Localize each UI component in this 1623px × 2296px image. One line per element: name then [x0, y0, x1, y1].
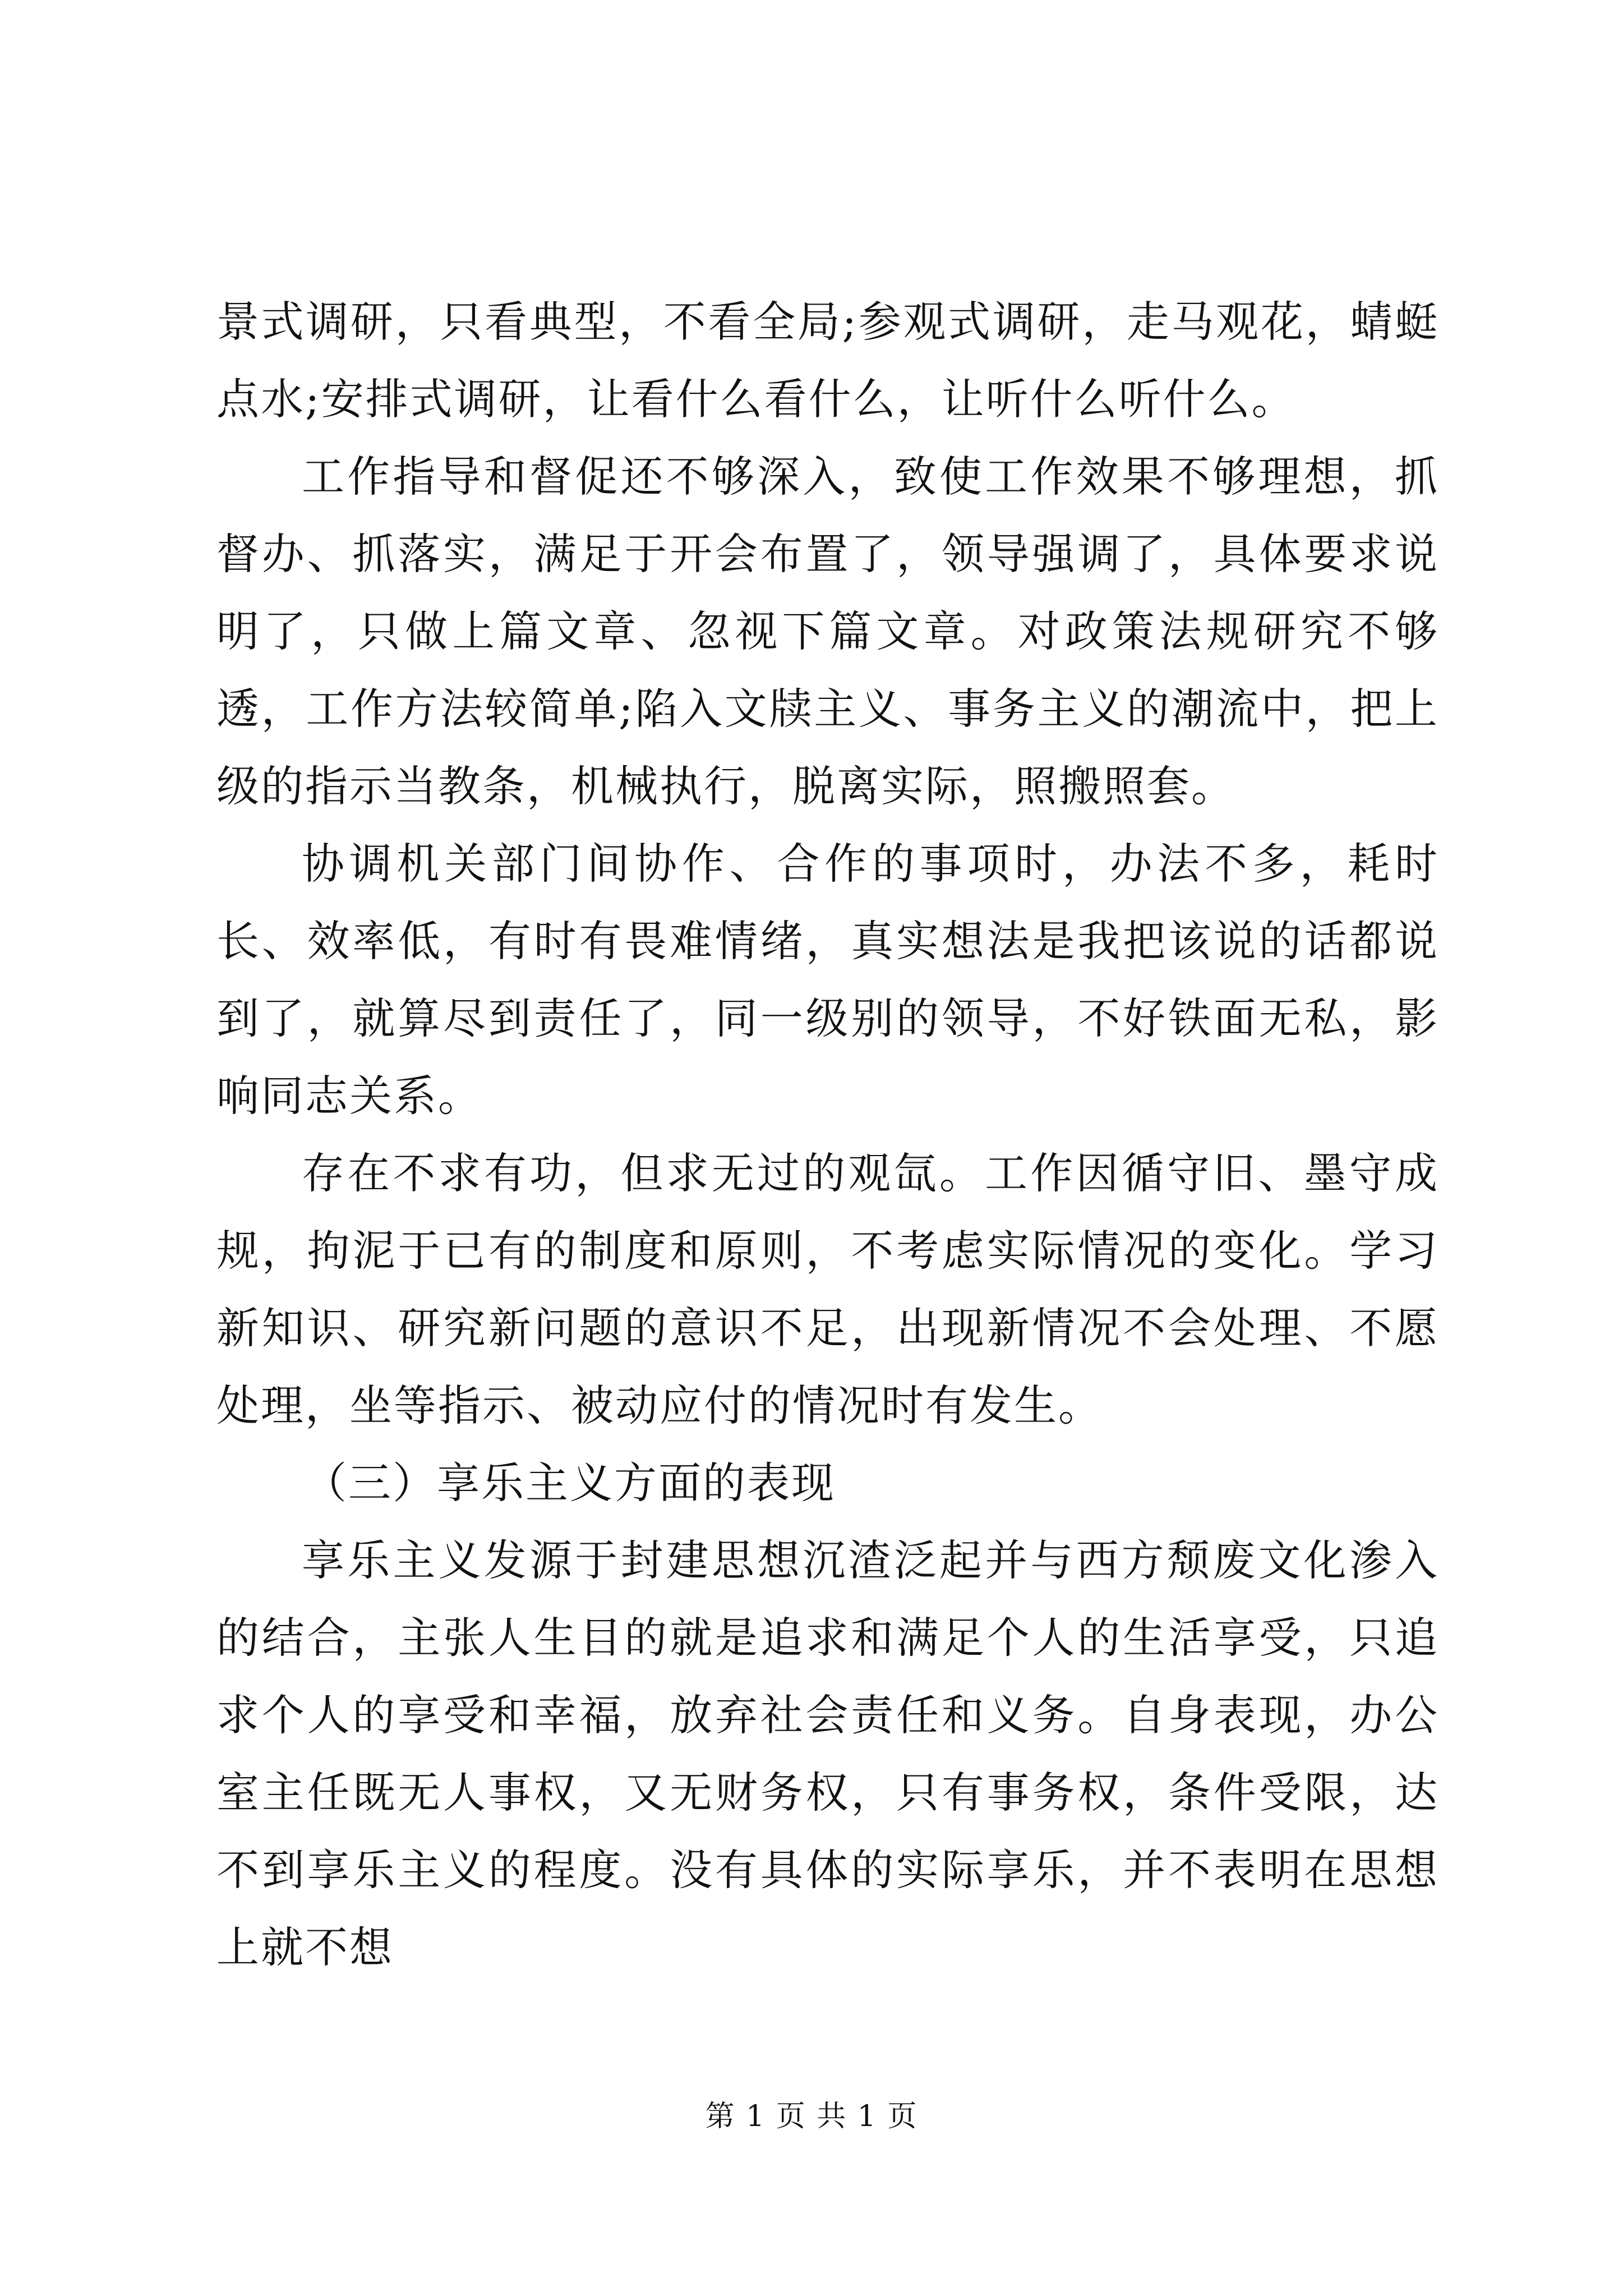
paragraph-hedonism: 享乐主义发源于封建思想沉渣泛起并与西方颓废文化渗入的结合，主张人生目的就是追求和满足个人的生活享受，只追求个人的享受和幸福，放弃社会责任和义务。自身表现，办公室主任既无人事权，又无财务权，只有事务权，条件受限，达不到享乐主义的程度。没有具体的实际享乐，并不表明在思想上就不想 — [216, 1535, 1439, 1972]
paragraph-attitude: 存在不求有功，但求无过的观氙。工作因循守旧、墨守成规，拘泥于已有的制度和原则，不考虑实际情况的变化。学习新知识、研究新问题的意识不足，出现新情况不会处理、不愿处理，坐等指示、被动应付的情况时有发生。 — [216, 1148, 1439, 1430]
paragraph-continuation: 景式调研，只看典型，不看全局;参观式调研，走马观花，蜻蜓点水;安排式调研，让看什么看什么，让听什么听什么。 — [216, 297, 1439, 424]
page-footer: 第 1 页 共 1 页 — [705, 2100, 918, 2133]
paragraph-coordination: 协调机关部门间协作、合作的事项时，办法不多，耗时长、效率低，有时有畏难情绪，真实想法是我把该说的话都说到了，就算尽到责任了，同一级别的领导，不好铁面无私，影响同志关系。 — [216, 839, 1439, 1121]
paragraph-work-guidance: 工作指导和督促还不够深入，致使工作效果不够理想，抓督办、抓落实，满足于开会布置了，领导强调了，具体要求说明了，只做上篇文章、忽视下篇文章。对政策法规研究不够透，工作方法较简单;陷入文牍主义、事务主义的潮流中，把上级的指示当教条，机械执行，脱离实际，照搬照套。 — [216, 452, 1439, 811]
section-heading-hedonism: （三）享乐主义方面的表现 — [304, 1458, 836, 1508]
document-body — [216, 283, 1439, 1986]
